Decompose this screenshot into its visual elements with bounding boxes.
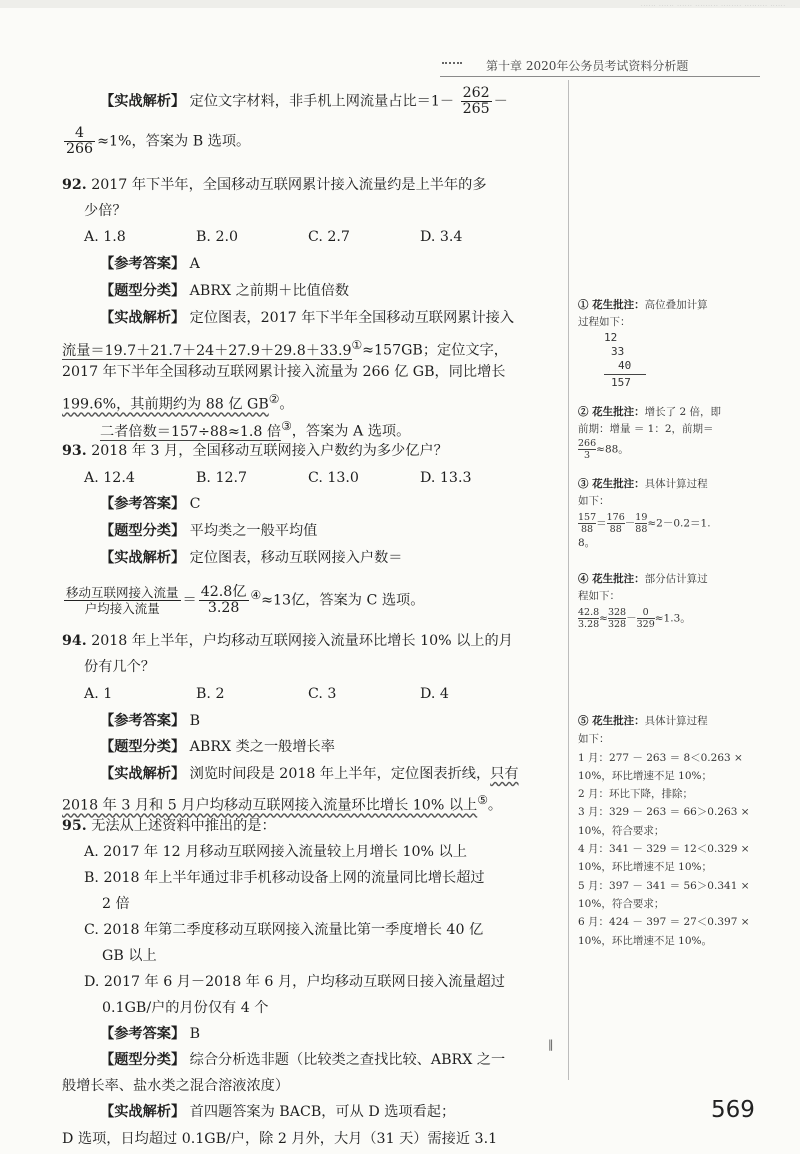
q95-option-a: A. 2017 年 12 月移动互联网接入流量较上月增长 10% 以上 (84, 844, 467, 860)
fraction: $\frac{157}{88}$ (578, 512, 597, 535)
side-note-2: ② 花生批注：增长了 2 倍，即 前期：增量 ＝ 1：2，前期＝ $\frac{266}{3}$ ≈88。 (578, 406, 722, 461)
q93-option-a: A. 12.4 (84, 470, 135, 486)
fraction: $\frac{42.8}{3.28}$ (578, 607, 600, 630)
q95-option-d-line1: D. 2017 年 6 月－2018 年 6 月，户均移动互联网日接入流量超过 (84, 974, 505, 990)
q92-options (84, 224, 462, 251)
q94-option-b: B. 2 (196, 686, 225, 702)
fraction: $\frac{266}{3}$ (578, 438, 597, 461)
q95-option-c-line2: GB 以上 (102, 948, 157, 964)
q93-answer: 【参考答案】 C (100, 496, 201, 512)
q94-analysis-line1: 【实战解析】 浏览时间段是 2018 年上半年，定位图表折线，只有 (100, 766, 519, 782)
q95-analysis-line2: D 选项，日均超过 0.1GB/户，除 2 月外，大月（31 天）需接近 3.1 (62, 1131, 498, 1147)
fraction: $\frac{0}{329}$ (636, 607, 655, 630)
fraction: $\frac{328}{328}$ (607, 607, 627, 630)
q94-stem-line1: 94. 2018 年上半年，户均移动互联网接入流量环比增长 10% 以上的月 (62, 633, 513, 649)
fraction: $\frac{4}{266}$ (66, 125, 94, 157)
q92-answer: 【参考答案】 A (100, 256, 200, 272)
q95-option-c-line1: C. 2018 年第二季度移动互联网接入流量比第一季度增长 40 亿 (84, 922, 484, 938)
q92-analysis-line3: 2017 年下半年全国移动互联网累计接入流量为 266 亿 GB，同比增长 (62, 364, 506, 380)
q92-type: 【题型分类】 ABRX 之前期＋比值倍数 (100, 283, 350, 299)
q94-options (84, 681, 449, 708)
q93-analysis-line2: $\frac{\text{移动互联网接入流量}}{\text{户均接入流量}}$ ＝ $\frac{\text{42.8亿}}{3.28}$ ④≈13亿，答案为 C 选项。 (66, 584, 425, 617)
fraction: $\frac{176}{88}$ (606, 512, 625, 535)
header-dot-leader (442, 62, 462, 67)
q93-option-d: D. 13.3 (420, 470, 472, 486)
q92-analysis-line5: 二者倍数＝157÷88≈1.8 倍③，答案为 A 选项。 (100, 419, 411, 440)
q94-stem-line2: 份有几个？ (84, 659, 155, 675)
q95-type-line1: 【题型分类】 综合分析选非题（比较类之查找比较、ABRX 之一 (100, 1052, 506, 1068)
q94-option-c: C. 3 (308, 686, 337, 702)
q92-analysis-line1: 【实战解析】 定位图表，2017 年下半年全国移动互联网累计接入 (100, 310, 515, 326)
side-note-4: ④ 花生批注：部分估计算过 程如下： $\frac{42.8}{3.28}$ ≈ $\frac{328}{328}$ － $\frac{0}{329}$ ≈1.3。 (578, 573, 708, 630)
q92-analysis-line2: 流量＝19.7＋21.7＋24＋27.9＋29.8＋33.9①≈157GB；定位文字， (62, 338, 508, 359)
q92-option-a: A. 1.8 (84, 229, 126, 245)
q94-option-a: A. 1 (84, 686, 113, 702)
q92-option-b: B. 2.0 (196, 229, 239, 245)
side-note-1-calc: 12 33 40 157 (604, 331, 778, 390)
q93-analysis-line1: 【实战解析】 定位图表，移动互联网接入户数＝ (100, 550, 403, 566)
q92-option-d: D. 3.4 (420, 229, 463, 245)
q93-option-c: C. 13.0 (308, 470, 359, 486)
q95-option-b-line1: B. 2018 年上半年通过非手机移动设备上网的流量同比增长超过 (84, 870, 485, 886)
q95-option-d-line2: 0.1GB/户的月份仅有 4 个 (102, 1000, 269, 1016)
side-note-3: ③ 花生批注：具体计算过程 如下： $\frac{157}{88}$ ＝ $\frac{176}{88}$ － $\frac{19}{88}$ ≈2－0.2＝1. 8。 (578, 478, 711, 549)
page-number: 569 (711, 1097, 755, 1123)
q95-answer: 【参考答案】 B (100, 1026, 201, 1042)
fraction: $\frac{\text{42.8亿}}{3.28}$ (200, 584, 247, 617)
q93-options (84, 465, 471, 492)
q93-option-b: B. 12.7 (196, 470, 248, 486)
q91-analysis-line2: $\frac{4}{266}$ ≈1%，答案为 B 选项。 (66, 125, 251, 157)
q95-type-line2: 般增长率、盐水类之混合溶液浓度） (62, 1078, 290, 1094)
side-note-1: ① 花生批注：高位叠加计算 过程如下： 12 33 40 157 (578, 297, 778, 390)
fraction: $\frac{19}{88}$ (635, 512, 648, 535)
q94-analysis-line2: 2018 年 3 月和 5 月户均移动互联网接入流量环比增长 10% 以上⑤。 (62, 793, 503, 814)
q95-option-b-line2: 2 倍 (102, 896, 130, 912)
q95-analysis-line1: 【实战解析】 首四题答案为 BACB，可从 D 选项看起； (100, 1104, 456, 1120)
q94-option-d: D. 4 (420, 686, 449, 702)
fraction: $\frac{262}{265}$ (462, 85, 490, 117)
top-edge-text: ...... ...... ...... ......... ........ ......... ...... (640, 2, 786, 8)
q93-type: 【题型分类】 平均类之一般平均值 (100, 523, 318, 539)
q93-stem: 93. 2018 年 3 月，全国移动互联网接入户数约为多少亿户？ (62, 443, 448, 459)
q92-analysis-line4: 199.6%，其前期约为 88 亿 GB②。 (62, 392, 294, 413)
q92-option-c: C. 2.7 (308, 229, 350, 245)
header-title: 第十章 2020年公务员考试资料分析题 (486, 59, 689, 73)
q94-type: 【题型分类】 ABRX 类之一般增长率 (100, 739, 335, 755)
running-header (486, 57, 688, 74)
q95-stem: 95. 无法从上述资料中推出的是： (62, 818, 276, 834)
q92-stem-line1: 92. 2017 年下半年，全国移动互联网累计接入流量约是上半年的多 (62, 177, 487, 193)
q94-answer: 【参考答案】 B (100, 713, 201, 729)
margin-divider (568, 80, 569, 1080)
q91-analysis-line1: 【实战解析】 定位文字材料，非手机上网流量占比＝1－ $\frac{262}{265}$ － (100, 85, 508, 117)
gutter-mark: ‖ (548, 1038, 554, 1051)
side-note-5: ⑤ 花生批注：具体计算过程 如下： 1 月：277 － 263 ＝ 8＜0.263 × 10%，环比增速不足 10%； 2 月：环比下降，排除； 3 月：329 － 263 ＝ 66＞0.263 × 10%，符合要求； 4 月：341 － 329 ＝ 12＜0.329 × 10%，环比增速不足 10%； 5 月：397 － 341 ＝ 56＞0.341 × 10%，符合要求； 6 月：424 － 397 ＝ 27＜0.397 × 10%，环比增速不足 10%。 (578, 715, 750, 947)
header-rule (440, 76, 760, 77)
q92-stem-line2: 少倍？ (84, 203, 127, 219)
fraction: $\frac{\text{移动互联网接入流量}}{\text{户均接入流量}}$ (66, 585, 179, 617)
